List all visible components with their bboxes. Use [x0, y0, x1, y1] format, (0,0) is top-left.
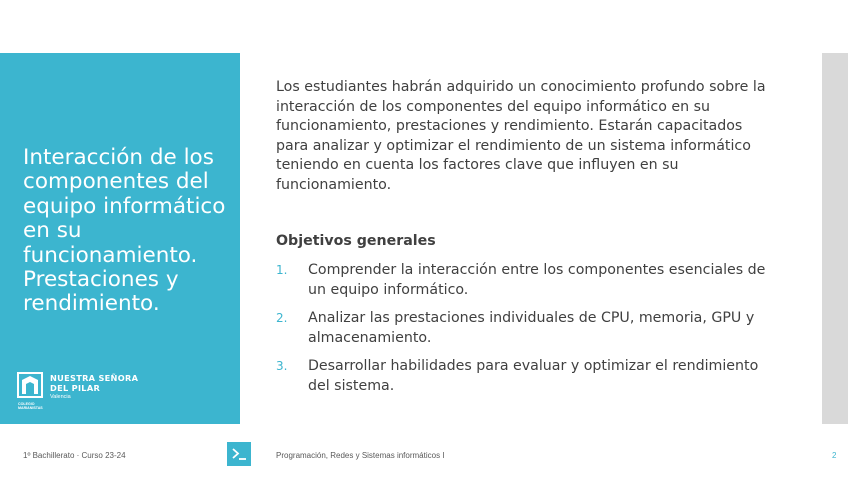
- objectives-list: [276, 261, 776, 405]
- logo-name-line1: NUESTRA SEÑORA: [50, 373, 139, 383]
- logo-sub-line1: COLEGIO: [18, 402, 35, 406]
- slide-title: Interacción de los componentes del equipo informático en su funcionamiento. Prestaciones y rendimiento.: [23, 145, 226, 317]
- list-number: 2.: [276, 311, 288, 325]
- list-number: 3.: [276, 359, 288, 373]
- logo-subtext: [18, 403, 43, 411]
- logo-name-line2: DEL PILAR: [50, 382, 101, 393]
- list-item: [276, 357, 776, 396]
- list-item: [276, 261, 776, 300]
- logo-name: [50, 374, 138, 393]
- list-number: 1.: [276, 263, 288, 277]
- footer-subject: Programación, Redes y Sistemas informáticos I: [276, 451, 445, 460]
- page-number: 2: [832, 451, 837, 460]
- terminal-icon: [227, 442, 251, 466]
- logo-city: Valencia: [50, 394, 71, 400]
- terminal-icon-glyph: [227, 442, 251, 466]
- school-logo: [17, 372, 147, 410]
- logo-sub-line2: MARIANISTAS: [18, 405, 43, 410]
- list-item: [276, 309, 776, 348]
- objectives-heading: Objetivos generales: [276, 233, 436, 249]
- list-item-text: Comprender la interacción entre los componentes esenciales de un equipo informático.: [308, 262, 766, 298]
- slide-content: [276, 78, 776, 195]
- school-logo-icon: [17, 372, 43, 401]
- list-item-text: Desarrollar habilidades para evaluar y optimizar el rendimiento del sistema.: [308, 358, 759, 394]
- right-decoration-bar: [822, 53, 848, 424]
- footer-course: 1º Bachillerato · Curso 23-24: [23, 451, 126, 460]
- list-item-text: Analizar las prestaciones individuales de CPU, memoria, GPU y almacenamiento.: [308, 310, 755, 346]
- intro-paragraph: Los estudiantes habrán adquirido un conocimiento profundo sobre la interacción de los componentes del equipo informático en su funcionamiento, prestaciones y rendimiento. Estarán capacitados para analizar y optimizar el rendimiento de un sistema informático teniendo en cuenta los factores clave que influyen en su funcionamiento.: [276, 79, 766, 193]
